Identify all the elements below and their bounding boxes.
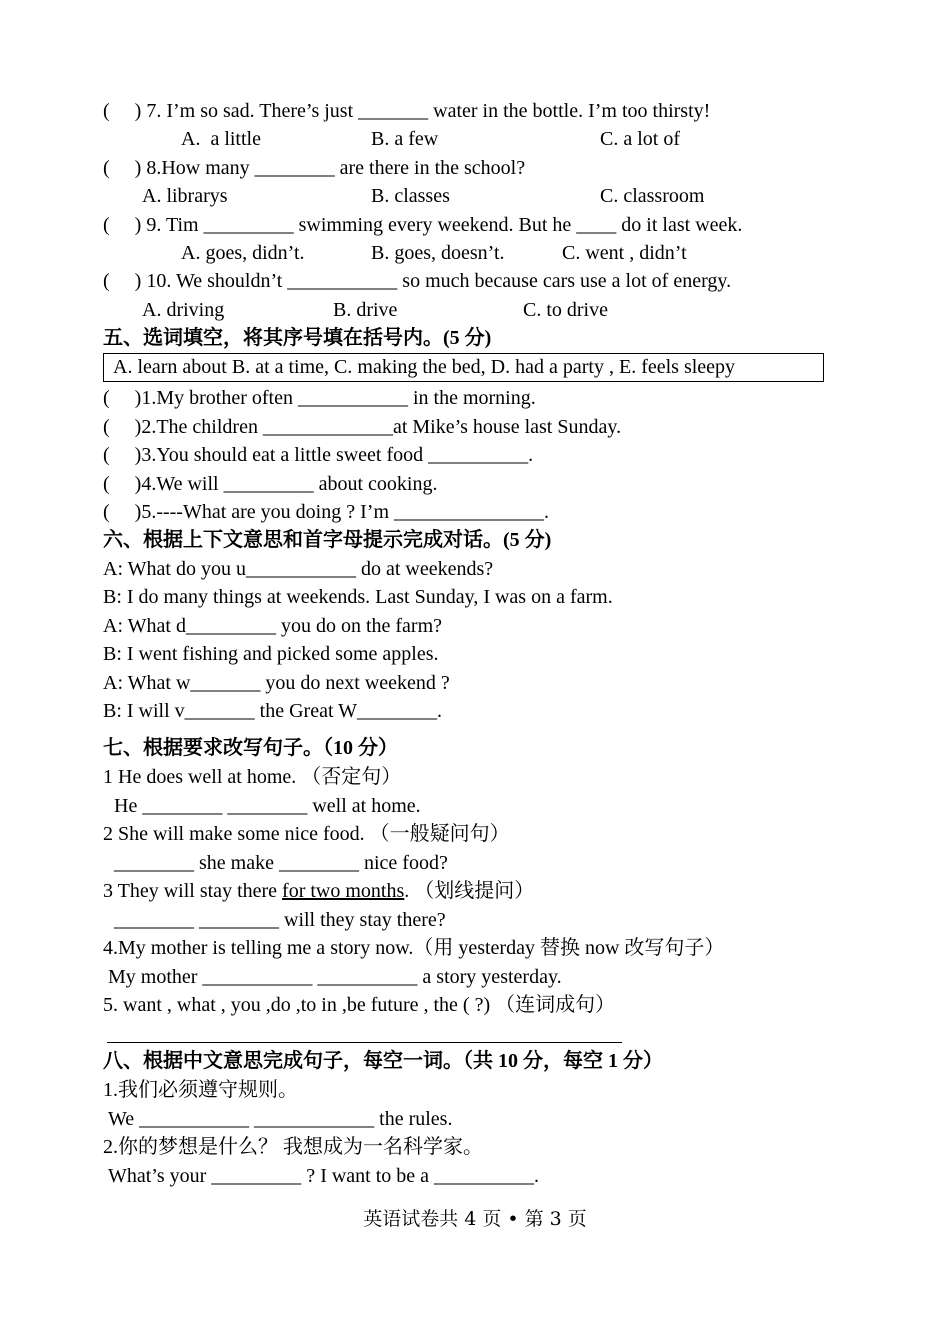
dialogue-line-6: B: I will v_______ the Great W________.: [103, 700, 443, 722]
s5-item-2: ( )2.The children _____________at Mike’s house last Sunday.: [103, 416, 622, 438]
s7-question-3: [103, 879, 534, 903]
question-10: ( ) 10. We shouldn’t ___________ so much because cars use a lot of energy.: [103, 270, 732, 292]
q10-option-c: C. to drive: [523, 299, 608, 321]
s7-answer-3: ________ ________ will they stay there?: [114, 909, 446, 931]
dialogue-line-3: A: What d_________ you do on the farm?: [103, 615, 443, 637]
s7-q3-suffix: . （划线提问）: [404, 880, 535, 902]
s8-question-1: 1.我们必须遵守规则。: [103, 1079, 298, 1101]
dialogue-line-5: A: What w_______ you do next weekend ?: [103, 672, 450, 694]
s7-question-2: 2 She will make some nice food. （一般疑问句）: [103, 823, 510, 845]
dialogue-line-2: B: I do many things at weekends. Last Sunday, I was on a farm.: [103, 586, 613, 608]
s7-question-4: 4.My mother is telling me a story now.（用 yesterday 替换 now 改写句子）: [103, 937, 725, 959]
q9-option-c: C. went , didn’t: [562, 242, 687, 264]
s7-q3-underlined: for two months: [282, 880, 405, 902]
word-bank-box: [103, 353, 824, 382]
dialogue-line-1: A: What do you u___________ do at weekends?: [103, 558, 494, 580]
s8-question-2: 2.你的梦想是什么？ 我想成为一名科学家。: [103, 1136, 483, 1158]
q9-option-a: A. goes, didn’t.: [181, 242, 305, 264]
q10-option-a: A. driving: [142, 299, 225, 321]
dialogue-line-4: B: I went fishing and picked some apples.: [103, 643, 439, 665]
q8-option-a: A. librarys: [142, 185, 228, 207]
word-bank-text: A. learn about B. at a time, C. making the bed, D. had a party , E. feels sleepy: [113, 356, 736, 378]
q8-option-b: B. classes: [371, 185, 450, 207]
s5-item-1: ( )1.My brother often ___________ in the morning.: [103, 387, 536, 409]
q10-option-b: B. drive: [333, 299, 398, 321]
s7-question-1: 1 He does well at home. （否定句）: [103, 766, 402, 788]
q7-option-a: A. a little: [181, 128, 261, 150]
section-7-heading: 七、根据要求改写句子。（10 分）: [103, 737, 398, 759]
s7-q3-prefix: 3 They will stay there: [103, 880, 283, 902]
s7-answer-4: My mother ___________ __________ a story yesterday.: [108, 966, 562, 988]
q7-option-b: B. a few: [371, 128, 439, 150]
s5-item-5: ( )5.----What are you doing ? I’m _______________.: [103, 501, 549, 523]
page-footer: 英语试卷共 4 页 • 第 3 页: [363, 1208, 587, 1230]
q7-option-c: C. a lot of: [600, 128, 680, 150]
q9-option-b: B. goes, doesn’t.: [371, 242, 505, 264]
section-6-heading: 六、根据上下文意思和首字母提示完成对话。(5 分): [103, 529, 552, 551]
section-8-heading: 八、根据中文意思完成句子，每空一词。（共 10 分，每空 1 分）: [103, 1050, 663, 1072]
s7-question-5: 5. want , what , you ,do ,to in ,be future , the ( ?) （连词成句）: [103, 994, 616, 1016]
question-7: ( ) 7. I’m so sad. There’s just _______ water in the bottle. I’m too thirsty!: [103, 100, 711, 122]
question-8: ( ) 8.How many ________ are there in the school?: [103, 157, 526, 179]
s8-answer-2: What’s your _________ ? I want to be a __________.: [108, 1165, 540, 1187]
s7-answer-1: He ________ ________ well at home.: [114, 795, 421, 817]
s7-answer-5-line: [107, 1042, 622, 1043]
question-9: ( ) 9. Tim _________ swimming every weekend. But he ____ do it last week.: [103, 214, 743, 236]
s5-item-3: ( )3.You should eat a little sweet food __________.: [103, 444, 534, 466]
q8-option-c: C. classroom: [600, 185, 705, 207]
s5-item-4: ( )4.We will _________ about cooking.: [103, 473, 438, 495]
section-5-heading: 五、选词填空，将其序号填在括号内。(5 分): [103, 327, 492, 349]
s7-answer-2: ________ she make ________ nice food?: [114, 852, 448, 874]
s8-answer-1: We ___________ ____________ the rules.: [108, 1108, 453, 1130]
